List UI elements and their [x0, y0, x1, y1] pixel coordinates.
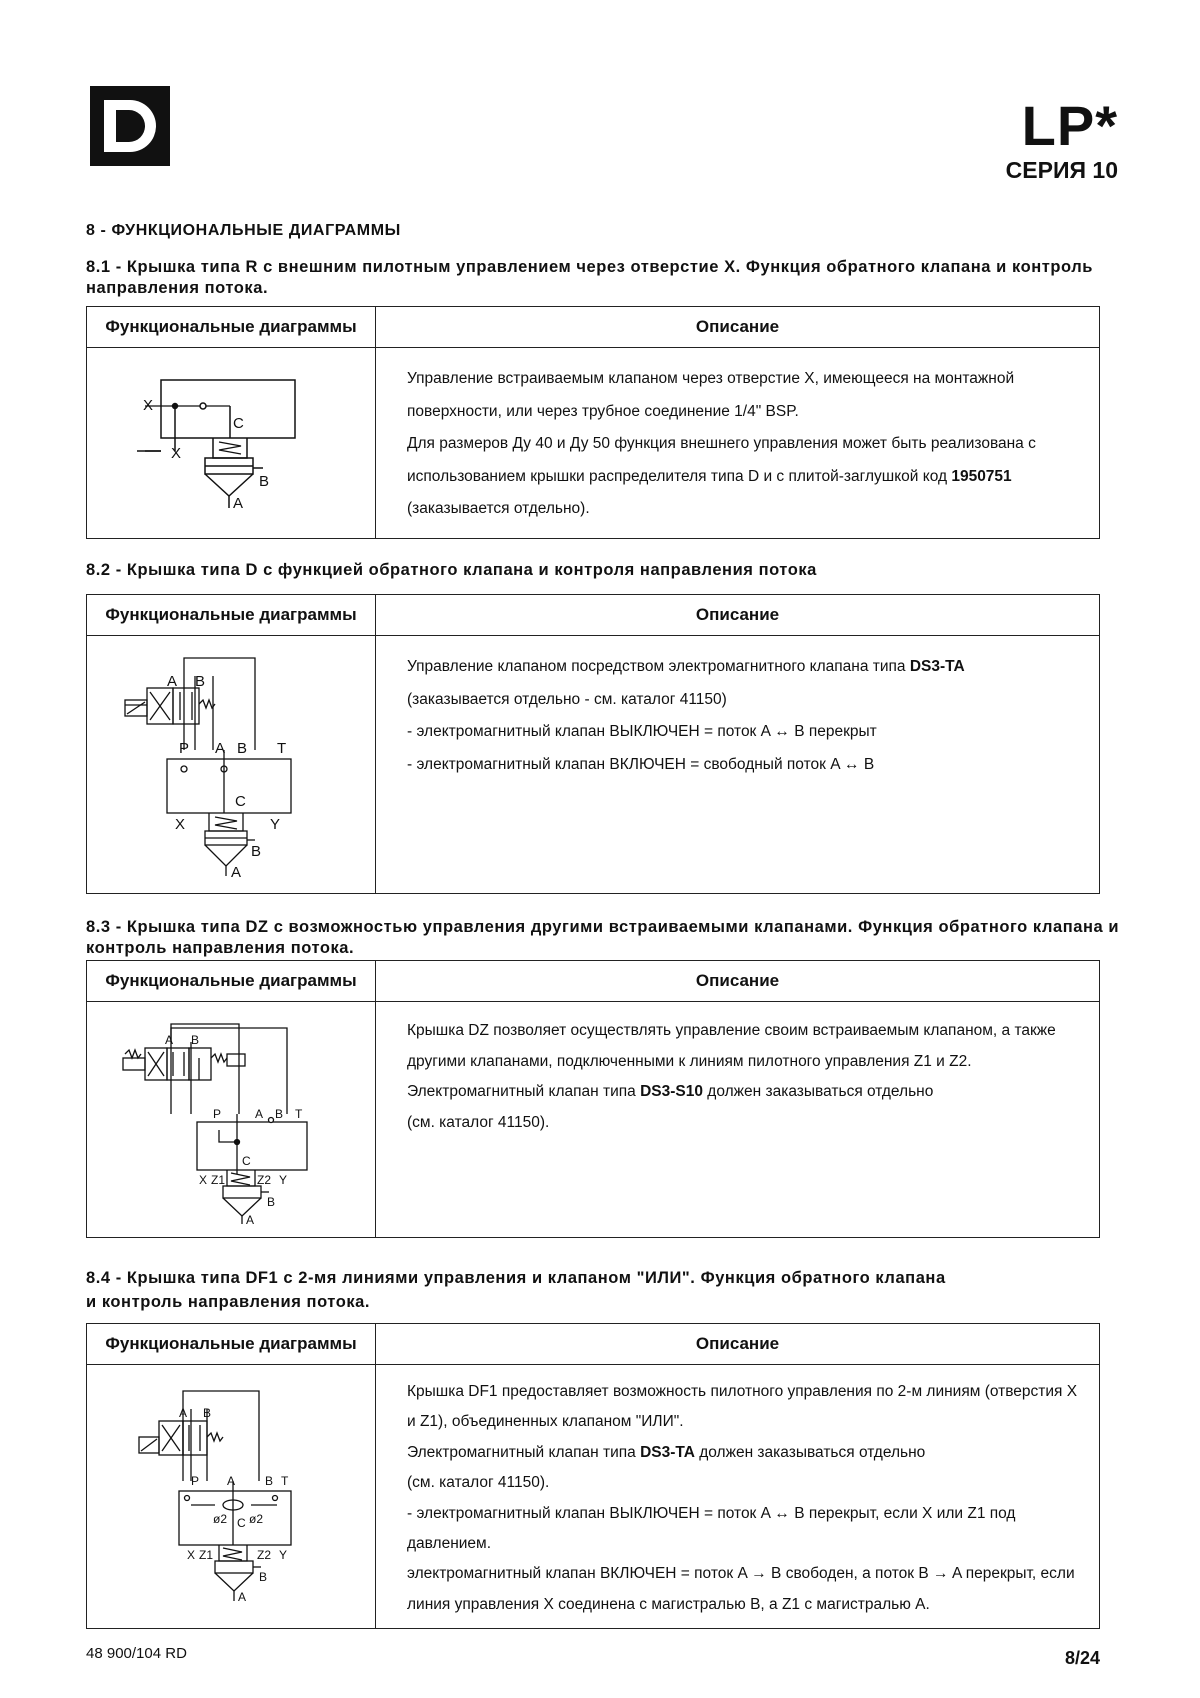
- description-cell: [376, 1365, 1100, 1629]
- diagram-cell: [87, 1002, 376, 1238]
- label-orifice: ø2: [249, 1512, 264, 1526]
- label-t: T: [277, 740, 287, 757]
- label-orifice: ø2: [213, 1512, 228, 1526]
- label-a: A: [179, 1406, 188, 1420]
- col-header-diagrams: Функциональные диаграммы: [87, 961, 376, 1002]
- label-z1: Z1: [199, 1548, 214, 1562]
- label-b: B: [203, 1406, 212, 1420]
- col-header-diagrams: Функциональные диаграммы: [87, 595, 376, 636]
- label-a: A: [238, 1590, 247, 1604]
- label-x-top: X: [143, 397, 154, 414]
- table-8-3: [86, 960, 1100, 1238]
- label-x: X: [175, 816, 186, 833]
- diagram-cell: [87, 348, 376, 539]
- section-title: 8 - ФУНКЦИОНАЛЬНЫЕ ДИАГРАММЫ: [86, 222, 401, 239]
- product-code: LP*: [1021, 94, 1118, 157]
- label-c: C: [235, 793, 246, 810]
- label-b: B: [191, 1033, 200, 1047]
- label-a: A: [231, 864, 242, 881]
- desc-paragraph: электромагнитный клапан ВКЛЮЧЕН = поток A → B свободен, а поток B → A перекрыт, если линия управления X соединена с магистралью B, а Z1 с магистралью A.: [407, 1565, 1075, 1613]
- label-y: Y: [279, 1173, 288, 1187]
- label-p: P: [179, 740, 190, 757]
- label-a: A: [165, 1033, 174, 1047]
- label-y: Y: [279, 1548, 288, 1562]
- col-header-description: Описание: [376, 1324, 1100, 1365]
- label-p: P: [213, 1107, 222, 1121]
- description-cell: [376, 636, 1100, 894]
- table-8-2: [86, 594, 1100, 894]
- subsection-8-2-title: 8.2 - Крышка типа D с функцией обратного клапана и контроля направления потока: [86, 561, 817, 579]
- label-a: A: [167, 673, 178, 690]
- label-b: B: [195, 673, 206, 690]
- label-b: B: [251, 843, 262, 860]
- label-z2: Z2: [257, 1173, 272, 1187]
- desc-paragraph: - электромагнитный клапан ВЫКЛЮЧЕН = поток A ↔ B перекрыт, если X или Z1 под давлением.: [407, 1504, 1016, 1553]
- desc-paragraph: - электромагнитный клапан ВЫКЛЮЧЕН = поток A ↔ B перекрыт: [407, 723, 877, 740]
- label-b: B: [265, 1474, 274, 1488]
- label-b: B: [267, 1195, 276, 1209]
- desc-paragraph: Крышка DF1 предоставляет возможность пилотного управления по 2-м линиям (отверстия X и Z1), объединенных клапаном "ИЛИ".: [407, 1383, 1078, 1431]
- label-b: B: [259, 1570, 268, 1584]
- subsection-8-4-title: 8.4 - Крышка типа DF1 с 2-мя линиями управления и клапаном "ИЛИ". Функция обратного клапана и контроль направления потока.: [86, 1269, 946, 1311]
- table-8-4: [86, 1323, 1100, 1629]
- diagram-cover-r: [87, 348, 375, 538]
- label-b: B: [237, 740, 248, 757]
- label-x-bottom: X: [171, 445, 182, 462]
- diagram-cell: [87, 1365, 376, 1629]
- description-cell: [376, 348, 1100, 539]
- label-c: C: [233, 415, 244, 432]
- table-8-1: [86, 306, 1100, 539]
- description-cell: [376, 1002, 1100, 1238]
- label-y: Y: [270, 816, 281, 833]
- subsection-8-3-title: 8.3 - Крышка типа DZ с возможностью управления другими встраиваемыми клапанами. Функция обратного клапана и контроль направления потока.: [86, 918, 1120, 957]
- series-label: СЕРИЯ 10: [1005, 157, 1118, 183]
- label-z2: Z2: [257, 1548, 272, 1562]
- label-t: T: [295, 1107, 303, 1121]
- desc-paragraph: (заказывается отдельно - см. каталог 41150): [407, 690, 727, 708]
- page-number: 8/24: [1064, 1648, 1100, 1668]
- label-x: X: [187, 1548, 196, 1562]
- diagram-cover-dz: [87, 1002, 375, 1238]
- desc-paragraph: (см. каталог 41150).: [407, 1474, 550, 1492]
- label-x: X: [199, 1173, 208, 1187]
- label-c: C: [242, 1154, 251, 1168]
- label-c: C: [237, 1516, 246, 1530]
- label-a: A: [227, 1474, 236, 1488]
- desc-paragraph: Управление клапаном посредством электромагнитного клапана типа DS3-TA: [407, 658, 965, 675]
- label-a: A: [246, 1213, 255, 1227]
- label-p: P: [191, 1474, 200, 1488]
- label-a: A: [215, 740, 226, 757]
- desc-paragraph: Для размеров Ду 40 и Ду 50 функция внешнего управления может быть реализована с использованием крышки распределителя типа D и с плитой-заглушкой код 1950751 (заказывается отдельно).: [407, 435, 1036, 517]
- label-t: T: [281, 1474, 289, 1488]
- label-b: B: [275, 1107, 284, 1121]
- col-header-description: Описание: [376, 595, 1100, 636]
- label-a: A: [255, 1107, 264, 1121]
- col-header-diagrams: Функциональные диаграммы: [87, 307, 376, 348]
- diagram-cover-d: [87, 636, 375, 894]
- desc-paragraph: (см. каталог 41150).: [407, 1113, 550, 1131]
- subsection-8-1-title: 8.1 - Крышка типа R с внешним пилотным управлением через отверстие X. Функция обратного клапана и контроль направления потока.: [86, 258, 1093, 297]
- col-header-diagrams: Функциональные диаграммы: [87, 1324, 376, 1365]
- desc-paragraph: - электромагнитный клапан ВКЛЮЧЕН = свободный поток A ↔ B: [407, 755, 875, 773]
- diagram-cover-df1: [87, 1365, 375, 1629]
- label-a: A: [233, 495, 244, 512]
- diagram-cell: [87, 636, 376, 894]
- desc-paragraph: Управление встраиваемым клапаном через отверстие X, имеющееся на монтажной поверхности, или через трубное соединение 1/4" BSP.: [407, 370, 1015, 420]
- desc-paragraph: Электромагнитный клапан типа DS3-S10 должен заказываться отдельно: [407, 1083, 934, 1100]
- desc-paragraph: Электромагнитный клапан типа DS3-TA должен заказываться отдельно: [407, 1443, 926, 1461]
- desc-paragraph: Крышка DZ позволяет осуществлять управление своим встраиваемым клапаном, а также другими клапанами, подключенными к линиям пилотного управления Z1 и Z2.: [407, 1022, 1056, 1070]
- document-code: 48 900/104 RD: [86, 1645, 187, 1662]
- label-z1: Z1: [211, 1173, 226, 1187]
- col-header-description: Описание: [376, 307, 1100, 348]
- col-header-description: Описание: [376, 961, 1100, 1002]
- company-logo: [90, 86, 170, 166]
- product-header: [1006, 96, 1118, 184]
- label-b: B: [259, 473, 270, 490]
